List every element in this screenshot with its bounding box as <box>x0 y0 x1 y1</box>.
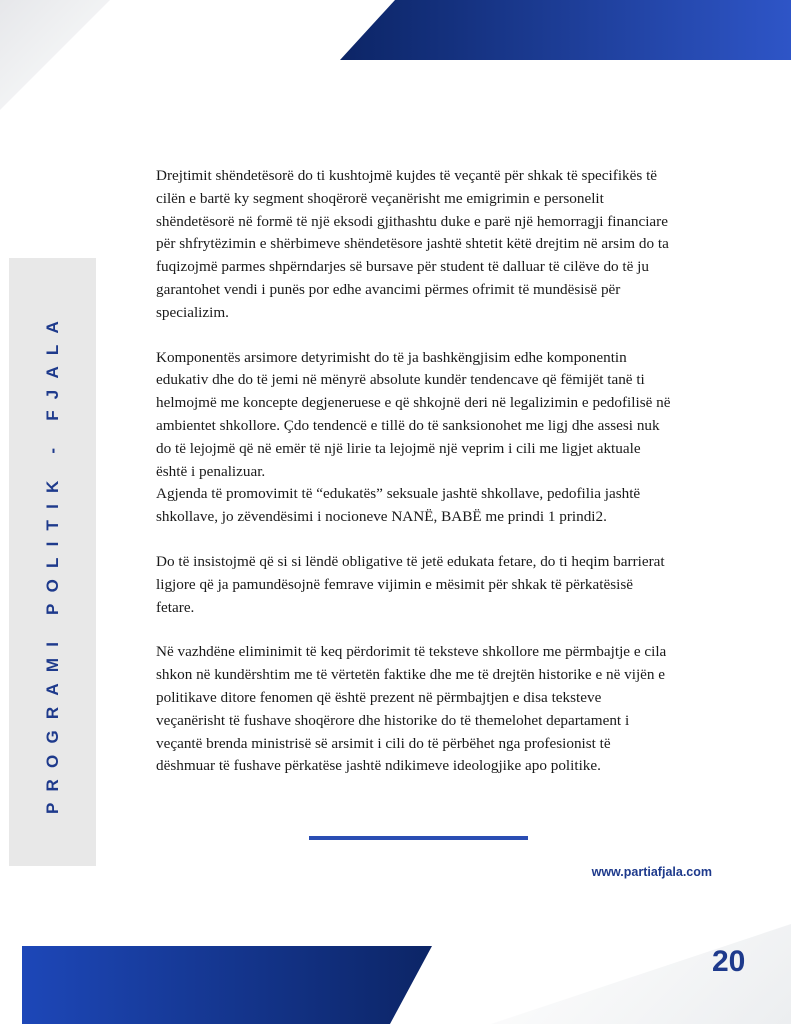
paragraph-health: Drejtimit shëndetësorë do ti kushtojmë kujdes të veçantë për shkak të specifikës të cilën e bartë ky segment shoqërorë veçanërisht me emigrimin e personelit shëndetësorë në formë të një eksodi gjithashtu duke e parë një hemorragji financiare për shfrytëzimin e shërbimeve shëndetësore jashtë shtetit këtë drejtim në arsim do ta fuqizojmë parmes shpërndarjes së bursave për student të dalluar të cilëve do të ju garantohet vendi i punës por edhe avancimi përmes ofrimit të mundësisë për specializim. <box>156 167 669 321</box>
paragraph-religious-education: Do të insistojmë që si si lëndë obligative të jetë edukata fetare, do ti heqim barrierat ligjore që ja pamundësojnë femrave vijimin e mësimit për shkak të përkatësisë fetare. <box>156 552 665 616</box>
body-text <box>156 165 671 800</box>
paragraph-agenda: Agjenda të promovimit të “edukatës” seksuale jashtë shkollave, pedofilia jashtë shkollave, jo zëvendësimi i nocioneve NANË, BABË me prindi 1 prindi2. <box>156 485 641 526</box>
divider-line <box>309 836 528 840</box>
sidebar-panel <box>9 258 96 866</box>
website-link[interactable]: www.partiafjala.com <box>591 865 712 879</box>
page-number: 20 <box>712 945 746 978</box>
paragraph-textbooks: Në vazhdëne eliminimit të keq përdorimit të teksteve shkollore me përmbajtje e cila shkon në kundërshtim me të vërtetën faktike dhe me të drejtën historike e në vijën e politikave ditore fenomen që është prezent në përmbajtjen e disa teksteve veçanërisht të fushave shoqërore dhe historike do të themelohet departament i veçantë brenda ministrisë së arsimit i cili do të përbëhet nga profesionist të dëshmuar të fushave përkatëse jashtë ndikimeve ideologjike apo politike. <box>156 643 667 775</box>
sidebar-title: PROGRAMI POLITIK - FJALA <box>42 310 62 814</box>
top-banner-decoration <box>0 0 791 60</box>
paragraph-education: Komponentës arsimore detyrimisht do të ja bashkëngjisim edhe komponentin edukativ dhe do të jemi në mënyrë absolute kundër tendencave që fëmijët tanë ti helmojmë me koncepte degjeneruese e që shkojnë deri në legalizimin e pedofilisë në ambientet shkollore. Çdo tendencë e tillë do të sanksionohet me ligj dhe assesi nuk do të lejojmë që në emër të një lirie ta lejojmë një veprim i cili me ligjet aktuale është i penalizuar. <box>156 348 671 480</box>
